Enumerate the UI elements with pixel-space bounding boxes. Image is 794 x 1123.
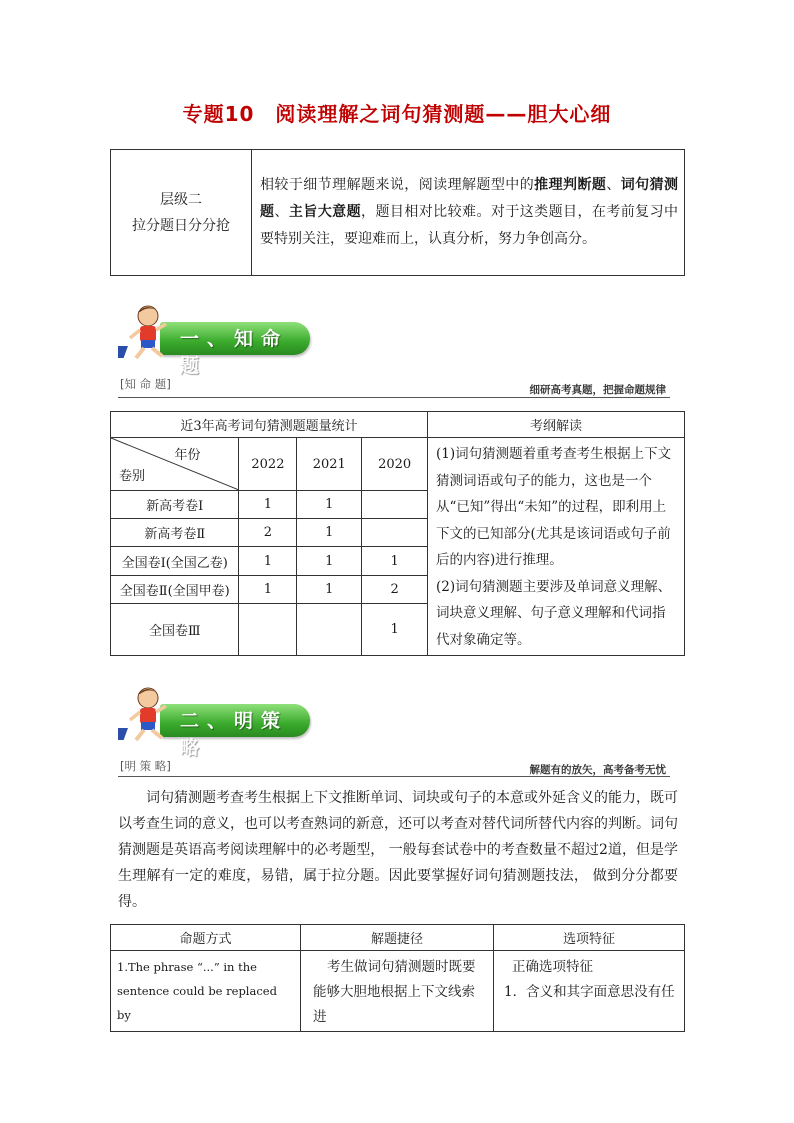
method-shortcut: 考生做词句猜测题时既要能够大胆地根据上下文线索进 (301, 951, 494, 1032)
section-label-1-text: 知 命 题 (124, 377, 167, 391)
year-2020: 2020 (362, 438, 428, 491)
stats-title (111, 412, 428, 438)
cell: 1 (297, 547, 362, 575)
intro-bold-2: 词句猜测题 (260, 177, 679, 220)
cell: 1 (239, 491, 297, 519)
exam-title (428, 412, 685, 438)
cell (362, 519, 428, 547)
row-name: 全国卷Ⅰ(全国乙卷) (111, 547, 239, 575)
row-name: 新高考卷Ⅰ (111, 491, 239, 519)
method-header-3: 选项特征 (494, 925, 685, 951)
banner-text-2: 二、明策略 (180, 710, 289, 759)
option-feature-title: 正确选项特征 (512, 959, 593, 975)
method-option-features (494, 951, 685, 1032)
intro-text-4: ，题目相对比较难。对于这类题目，在考前复习中要特别关注，要迎难而上，认真分析，努力争创高分。 (260, 204, 679, 247)
section-rule-1 (118, 397, 670, 398)
year-2021: 2021 (297, 438, 362, 491)
cell (297, 603, 362, 655)
method-table (110, 924, 685, 1032)
intro-description (252, 150, 685, 276)
stats-title-text: 近3年高考词句猜测题题量统计 (180, 419, 358, 434)
section-label-2: [明 策 略] (120, 759, 171, 773)
cell: 1 (239, 575, 297, 603)
section-label-1: [知 命 题] (120, 377, 171, 391)
intro-text-3: 、 (274, 204, 289, 220)
runner-boy-icon (118, 302, 188, 364)
cell: 1 (362, 603, 428, 655)
cell (362, 491, 428, 519)
intro-text-1: 相较于细节理解题来说，阅读理解题型中的 (260, 177, 535, 193)
year-2022: 2022 (239, 438, 297, 491)
section-rule-2 (118, 776, 670, 777)
stats-table (110, 411, 685, 656)
cell: 2 (239, 519, 297, 547)
exam-interpretation (428, 438, 685, 656)
method-header-1: 命题方式 (111, 925, 301, 951)
cell: 1 (362, 547, 428, 575)
cell: 1 (239, 547, 297, 575)
method-question-form: 1.The phrase “...” in the sentence could be replaced by (111, 951, 301, 1032)
strategy-paragraph: 词句猜测题考查考生根据上下文推断单词、词块或句子的本意或外延含义的能力，既可以考查生词的意义，也可以考查熟词的新意，还可以考查对替代词所替代内容的判断。词句猜测题是英语高考阅读理解中的必考题型， 一般每套试卷中的考查数量不超过2道，但是学生理解有一定的难度，易错，属于拉分题。因此要掌握好词句猜测题技法， 做到分分都要得。 (118, 790, 678, 910)
section-label-2-text: 明 策 略 (124, 759, 167, 773)
section-tagline-2: 解题有的放矢，高考备考无忧 (529, 764, 666, 776)
section-banner-1 (118, 302, 313, 377)
level-cell (111, 150, 252, 276)
option-feature-item: 1．含义和其字面意思没有任 (504, 984, 675, 1000)
table-row (111, 951, 685, 1032)
cell: 1 (297, 575, 362, 603)
exam-point-1: (1)词句猜测题着重考查考生根据上下文猜测词语或句子的能力，这也是一个从“已知”得出“未知”的过程，即利用上下文的已知部分(尤其是该词语或句子前后的内容)进行推理。 (436, 446, 672, 568)
banner-text-1: 一、知命题 (180, 328, 289, 377)
row-name: 新高考卷Ⅱ (111, 519, 239, 547)
intro-text-2: 、 (606, 177, 621, 193)
exam-title-text: 考纲解读 (530, 419, 583, 434)
intro-table (110, 149, 685, 276)
page-title: 专题10 阅读理解之词句猜测题——胆大心细 (182, 102, 612, 126)
row-name: 全国卷Ⅱ(全国甲卷) (111, 575, 239, 603)
cell: 1 (297, 519, 362, 547)
cell: 2 (362, 575, 428, 603)
runner-boy-icon (118, 684, 188, 746)
intro-bold-1: 推理判断题 (534, 177, 607, 193)
cell (239, 603, 297, 655)
row-name: 全国卷Ⅲ (111, 603, 239, 655)
level-sublabel: 拉分题日分分抢 (132, 217, 230, 234)
diagonal-header (111, 438, 239, 491)
intro-bold-3: 主旨大意题 (288, 204, 362, 220)
method-header-2: 解题捷径 (301, 925, 494, 951)
section-tagline-1: 细研高考真题，把握命题规律 (529, 384, 666, 396)
cell: 1 (297, 491, 362, 519)
section-banner-2 (118, 684, 313, 759)
exam-point-2: (2)词句猜测题主要涉及单词意义理解、词块意义理解、句子意义理解和代词指代对象确定等。 (436, 578, 672, 648)
level-label: 层级二 (160, 191, 202, 208)
diag-year-label: 年份 (174, 448, 201, 463)
diag-paper-label: 卷别 (119, 469, 146, 485)
